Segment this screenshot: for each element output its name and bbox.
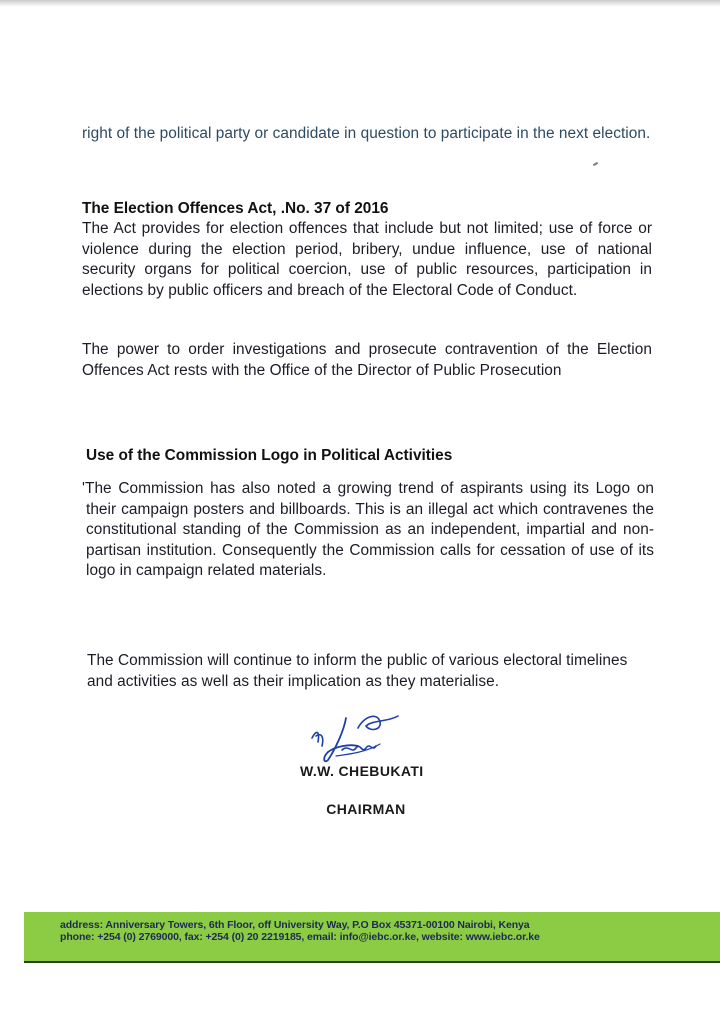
handwritten-signature-icon [306,708,402,768]
section-heading-election-offences-act: The Election Offences Act, .No. 37 of 2016 [82,200,389,217]
footer-contact-info [60,920,700,943]
signatory-name: W.W. CHEBUKATI [300,763,424,779]
closing-paragraph: The Commission will continue to inform the public of various electoral timelines and activities as well as their implication as they materialise. [87,652,628,690]
stray-ink-mark [593,162,598,166]
section-heading-commission-logo: Use of the Commission Logo in Political Activities [86,447,453,464]
footer-address-line: address: Anniversary Towers, 6th Floor, off University Way, P.O Box 45371-00100 Nairobi, Kenya [60,919,530,931]
intro-paragraph: right of the political party or candidate in question to participate in the next election. [82,125,651,142]
election-offences-paragraph: The Act provides for election offences that include but not limited; use of force or violence during the election period, bribery, undue influence, use of national security organs for political coercion, use of public resources, participation in elections by public officers and breach of the Electoral Code of Conduct. [82,220,652,299]
logo-misuse-paragraph: 'The Commission has also noted a growing trend of aspirants using its Logo on their campaign posters and billboards. This is an illegal act which contravenes the constitutional standing of the Commission as an independent, impartial and non-partisan institution. Consequently the Commission calls for cessation of use of its logo in campaign related materials. [82,480,654,579]
footer-contact-line: phone: +254 (0) 2769000, fax: +254 (0) 20 2219185, email: info@iebc.or.ke, website: www.iebc.or.ke [60,930,540,943]
prosecution-paragraph: The power to order investigations and prosecute contravention of the Election Offences Act rests with the Office of the Director of Public Prosecution [82,341,652,379]
signatory-title: CHAIRMAN [326,801,406,817]
